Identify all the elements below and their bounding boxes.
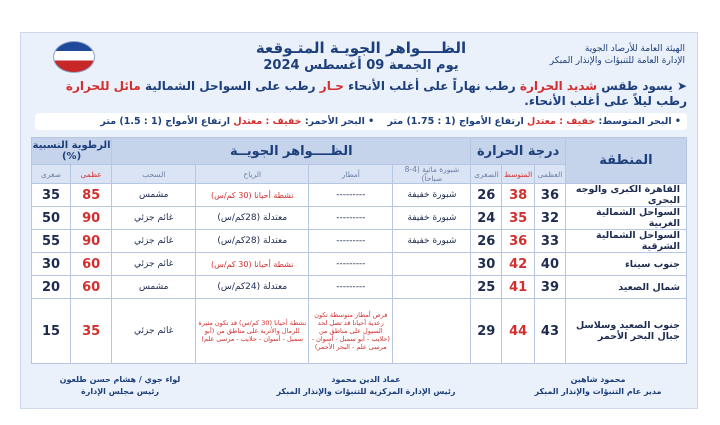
weather-summary: ➤ يسود طقس شديد الحرارة رطب نهاراً على أغلب الأنحاء حـار رطب على السواحل الشمالية مائل للحرارة رطب ليلاً على أغلب الأنحاء.: [65, 79, 687, 108]
clouds: غائم جزئي: [112, 253, 196, 276]
humidity-max: 90: [71, 230, 112, 253]
fog: شبورة خفيفة: [393, 184, 471, 207]
humidity-header: الرطوبة النسبية (%): [32, 138, 112, 165]
table-row: [32, 207, 687, 230]
clouds: مشمس: [112, 276, 196, 299]
humidity-min: 20: [32, 276, 71, 299]
wind-subheader: الرياح: [196, 165, 309, 184]
signature-forecast-director: محمود شاهين مدير عام التنبؤات والإنذار المبكر: [534, 375, 662, 396]
min-temp: 29: [471, 299, 502, 364]
rain-subheader: أمطار: [309, 165, 393, 184]
summary-highlight-3: مائل للحرارة: [65, 79, 141, 93]
max-temp: 33: [535, 230, 566, 253]
fog: شبورة خفيفة: [393, 230, 471, 253]
seas-conditions: [35, 113, 687, 130]
max-temp: 32: [535, 207, 566, 230]
min-temp-subheader: الصغرى: [471, 165, 502, 184]
wind: معتدلة (28كم/س): [196, 230, 309, 253]
clouds: غائم جزئي: [112, 207, 196, 230]
humidity-min: 55: [32, 230, 71, 253]
wind: نشطة أحيانا (30 كم/س): [196, 184, 309, 207]
rain: ---------: [309, 184, 393, 207]
rain: ---------: [309, 253, 393, 276]
clouds-subheader: السحب: [112, 165, 196, 184]
forecast-table: [31, 137, 687, 364]
max-temp-subheader: العظمى: [535, 165, 566, 184]
org-name: الهيئة العامة للأرصاد الجوية: [584, 44, 685, 54]
signatures: [21, 374, 697, 404]
med-sea-state: خفيف : معتدل: [527, 116, 596, 127]
fog: [393, 276, 471, 299]
avg-temp: 35: [502, 207, 535, 230]
forecast-date: يوم الجمعة 09 أغسطس 2024: [263, 58, 459, 73]
region-name: القاهرة الكبرى والوجه البحرى: [565, 184, 686, 207]
avg-temp: 41: [502, 276, 535, 299]
region-name: شمال الصعيد: [565, 276, 686, 299]
phenomena-header: الظــــواهر الجويــة: [112, 138, 471, 165]
wind: معتدلة (24كم/س): [196, 276, 309, 299]
region-name: جنوب الصعيد وسلاسل جبال البحر الأحمر: [565, 299, 686, 364]
org-department: الإدارة العامة للتنبؤات والإنذار المبكر: [549, 56, 685, 66]
humidity-max: 35: [71, 299, 112, 364]
humidity-max: 60: [71, 253, 112, 276]
signature-central-admin-head: عماد الدين محمود رئيس الإدارة المركزية للتنبؤات والإنذار المبكر: [276, 375, 456, 396]
region-name: السواحل الشمالية الغربية: [565, 207, 686, 230]
humidity-min: 30: [32, 253, 71, 276]
clouds: مشمس: [112, 184, 196, 207]
avg-temp-subheader: المتوسط: [502, 165, 535, 184]
table-row: [32, 276, 687, 299]
min-temp: 24: [471, 207, 502, 230]
humidity-max: 85: [71, 184, 112, 207]
med-sea-label: • البحر المتوسط:: [598, 116, 681, 127]
rain: ---------: [309, 230, 393, 253]
max-temp: 43: [535, 299, 566, 364]
hum-max-subheader: عظمى: [71, 165, 112, 184]
rain: فرص أمطار متوسطة تكون رعدية أحيانا قد تصل لحد السيول على مناطق من (حلايب - أبو سمبل - أسوان - مرسى علم - البحر الأحمر): [309, 299, 393, 364]
red-sea-waves: ارتفاع الأمواج (1 : 1.5) متر: [100, 116, 231, 127]
med-sea-waves: ارتفاع الأمواج (1 : 1.75) متر: [387, 116, 524, 127]
table-row: [32, 184, 687, 207]
clouds: غائم جزئي: [112, 299, 196, 364]
hum-min-subheader: صغرى: [32, 165, 71, 184]
min-temp: 30: [471, 253, 502, 276]
page-title: الظــــواهر الجويـة المتـوقعة: [255, 39, 467, 57]
rain: ---------: [309, 276, 393, 299]
summary-highlight-2: حـار: [319, 79, 344, 93]
humidity-min: 50: [32, 207, 71, 230]
max-temp: 39: [535, 276, 566, 299]
region-header: المنطقة: [565, 138, 686, 184]
avg-temp: 38: [502, 184, 535, 207]
humidity-max: 90: [71, 207, 112, 230]
egypt-flag-logo-icon: [53, 41, 95, 73]
avg-temp: 36: [502, 230, 535, 253]
fog-subheader: شبورة مائية (4-8 صباحاً): [393, 165, 471, 184]
organization-header: [505, 43, 685, 67]
red-sea-state: خفيف : معتدل: [233, 116, 302, 127]
wind: نشطة أحيانا (30 كم/س) قد تكون مثيرة للرمال والأتربة على مناطق من (أبو سمبل - أسوان - حلايب - مرسى علم): [196, 299, 309, 364]
wind: نشطة أحيانا (30 كم/س): [196, 253, 309, 276]
table-row: [32, 299, 687, 364]
max-temp: 36: [535, 184, 566, 207]
summary-highlight-1: شديد الحرارة: [519, 79, 598, 93]
temperature-header: درجة الحرارة: [471, 138, 565, 165]
table-row: [32, 253, 687, 276]
min-temp: 26: [471, 184, 502, 207]
forecast-sheet: [20, 32, 698, 409]
rain: ---------: [309, 207, 393, 230]
min-temp: 26: [471, 230, 502, 253]
min-temp: 25: [471, 276, 502, 299]
red-sea-label: • البحر الأحمر:: [304, 116, 375, 127]
humidity-min: 35: [32, 184, 71, 207]
avg-temp: 44: [502, 299, 535, 364]
signature-board-chairman: لواء جوي / هشام حسن طلعون رئيس مجلس الإدارة: [59, 375, 181, 396]
fog: شبورة خفيفة: [393, 207, 471, 230]
max-temp: 40: [535, 253, 566, 276]
fog: [393, 299, 471, 364]
region-name: السواحل الشمالية الشرقية: [565, 230, 686, 253]
avg-temp: 42: [502, 253, 535, 276]
table-row: [32, 230, 687, 253]
region-name: جنوب سيناء: [565, 253, 686, 276]
clouds: غائم جزئي: [112, 230, 196, 253]
humidity-max: 60: [71, 276, 112, 299]
title-block: [221, 39, 501, 73]
wind: معتدلة (28كم/س): [196, 207, 309, 230]
humidity-min: 15: [32, 299, 71, 364]
fog: [393, 253, 471, 276]
